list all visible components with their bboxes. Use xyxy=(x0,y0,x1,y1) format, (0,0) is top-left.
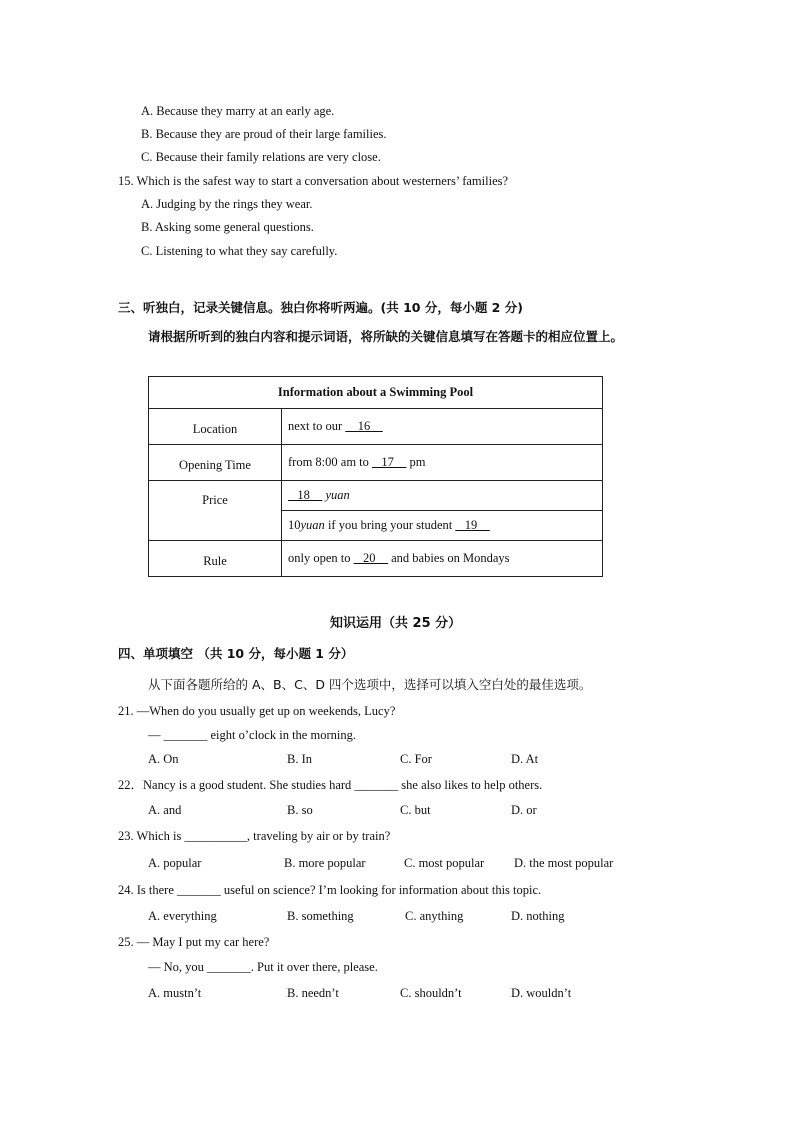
rule-post: and babies on Mondays xyxy=(391,551,510,565)
time-post: pm xyxy=(409,455,426,469)
section4-instruction: 从下面各题所给的 A、B、C、D 四个选项中，选择可以填入空白处的最佳选项。 xyxy=(148,677,592,692)
price-value-1 xyxy=(282,481,603,511)
q24-option-a[interactable]: A. everything xyxy=(148,909,217,923)
price-key: Price xyxy=(149,481,282,541)
q22-option-a[interactable]: A. and xyxy=(148,803,182,817)
q25-option-d[interactable]: D. wouldn’t xyxy=(511,986,572,1000)
time-pre: from 8:00 am to xyxy=(288,455,369,469)
q22-option-d[interactable]: D. or xyxy=(511,803,537,817)
section3-heading: 三、听独白，记录关键信息。独白你将听两遍。(共 10 分，每小题 2 分) xyxy=(118,300,523,315)
blank-18[interactable]: 18 xyxy=(288,488,323,502)
rule-value xyxy=(282,541,603,577)
table-title: Information about a Swimming Pool xyxy=(149,377,603,409)
q24-stem: 24. Is there _______ useful on science? I’m looking for information about this topic. xyxy=(118,883,542,897)
q15-option-b: B. Asking some general questions. xyxy=(141,220,314,234)
price2-rest: if you bring your student xyxy=(327,518,453,532)
q24-option-b[interactable]: B. something xyxy=(287,909,354,923)
price-value-2 xyxy=(282,511,603,541)
q25-stem-2: — No, you _______. Put it over there, please. xyxy=(148,960,378,974)
blank-20[interactable]: 20 xyxy=(353,551,388,565)
q23-option-b[interactable]: B. more popular xyxy=(284,856,366,870)
q24-option-c[interactable]: C. anything xyxy=(405,909,464,923)
q24-option-d[interactable]: D. nothing xyxy=(511,909,565,923)
q14-option-c: C. Because their family relations are very close. xyxy=(141,150,381,164)
location-pre: next to our xyxy=(288,419,343,433)
q21-stem-2: — _______ eight o’clock in the morning. xyxy=(148,728,356,742)
q23-option-a[interactable]: A. popular xyxy=(148,856,202,870)
q21-option-c[interactable]: C. For xyxy=(400,752,432,766)
blank-17[interactable]: 17 xyxy=(372,455,407,469)
table-row-time xyxy=(149,445,603,481)
price1-yuan: yuan xyxy=(325,488,350,502)
q23-stem: 23. Which is __________, traveling by air or by train? xyxy=(118,829,391,843)
time-value xyxy=(282,445,603,481)
price2-yuan: yuan xyxy=(300,518,325,532)
q14-option-a: A. Because they marry at an early age. xyxy=(141,104,335,118)
q25-option-b[interactable]: B. needn’t xyxy=(287,986,339,1000)
q21-option-b[interactable]: B. In xyxy=(287,752,312,766)
price2-num: 10 xyxy=(288,518,301,532)
q15-stem: 15. Which is the safest way to start a conversation about westerners’ families? xyxy=(118,174,509,188)
q25-option-c[interactable]: C. shouldn’t xyxy=(400,986,462,1000)
q23-option-d[interactable]: D. the most popular xyxy=(514,856,614,870)
q23-option-c[interactable]: C. most popular xyxy=(404,856,485,870)
q15-option-c: C. Listening to what they say carefully. xyxy=(141,244,338,258)
location-key: Location xyxy=(149,409,282,445)
q21-option-a[interactable]: A. On xyxy=(148,752,179,766)
q21-option-d[interactable]: D. At xyxy=(511,752,539,766)
location-value xyxy=(282,409,603,445)
rule-key: Rule xyxy=(149,541,282,577)
section4-heading: 四、单项填空 （共 10 分，每小题 1 分） xyxy=(118,646,354,661)
table-row-rule xyxy=(149,541,603,577)
blank-16[interactable]: 16 xyxy=(345,419,383,433)
q25-stem: 25. — May I put my car here? xyxy=(118,935,270,949)
time-key: Opening Time xyxy=(149,445,282,481)
part-title: 知识运用（共 25 分） xyxy=(330,616,462,631)
table-row-price-1 xyxy=(149,481,603,511)
section3-instruction: 请根据所听到的独白内容和提示词语，将所缺的关键信息填写在答题卡的相应位置上。 xyxy=(148,329,624,344)
q15-option-a: A. Judging by the rings they wear. xyxy=(141,197,313,211)
q25-option-a[interactable]: A. mustn’t xyxy=(148,986,202,1000)
q21-stem: 21. —When do you usually get up on weekends, Lucy? xyxy=(118,704,396,718)
q22-stem: 22．Nancy is a good student. She studies hard _______ she also likes to help others. xyxy=(118,778,543,792)
q22-option-b[interactable]: B. so xyxy=(287,803,313,817)
info-table xyxy=(148,376,603,577)
rule-pre: only open to xyxy=(288,551,351,565)
q22-option-c[interactable]: C. but xyxy=(400,803,431,817)
blank-19[interactable]: 19 xyxy=(455,518,490,532)
table-row-location xyxy=(149,409,603,445)
q14-option-b: B. Because they are proud of their large families. xyxy=(141,127,387,141)
